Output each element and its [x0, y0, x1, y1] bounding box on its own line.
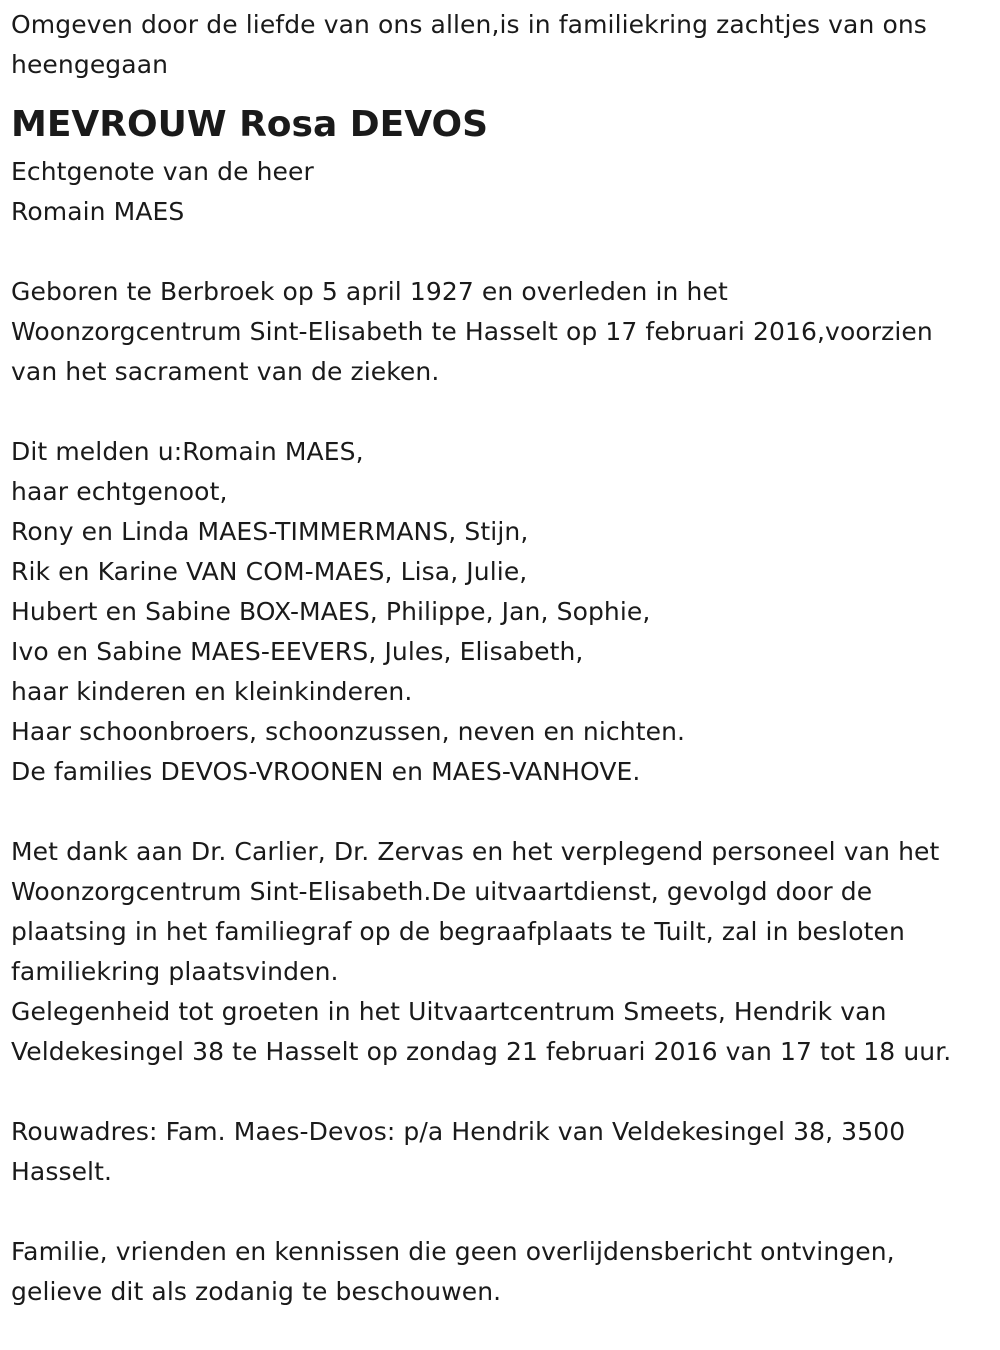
birth-death-line: Geboren te Berbroek op 5 april 1927 en overleden in het: [11, 277, 728, 306]
spouse-line: Echtgenote van de heer: [11, 157, 314, 186]
paragraph-spacer: [11, 1192, 991, 1232]
service-line: Veldekesingel 38 te Hasselt op zondag 21 februari 2016 van 17 tot 18 uur.: [11, 1037, 952, 1066]
service-paragraph: [11, 832, 991, 1072]
family-line: De families DEVOS-VROONEN en MAES-VANHOVE.: [11, 757, 641, 786]
family-line: Rik en Karine VAN COM-MAES, Lisa, Julie,: [11, 557, 528, 586]
spouse-line: Romain MAES: [11, 197, 185, 226]
closing-paragraph: [11, 1232, 991, 1312]
family-line: Hubert en Sabine BOX-MAES, Philippe, Jan, Sophie,: [11, 597, 651, 626]
address-line: Hasselt.: [11, 1157, 113, 1186]
service-line: Woonzorgcentrum Sint-Elisabeth.De uitvaartdienst, gevolgd door de: [11, 877, 873, 906]
family-line: haar kinderen en kleinkinderen.: [11, 677, 413, 706]
family-line: Dit melden u:Romain MAES,: [11, 437, 364, 466]
family-line: Rony en Linda MAES-TIMMERMANS, Stijn,: [11, 517, 529, 546]
intro-paragraph: [11, 5, 991, 85]
service-line: Met dank aan Dr. Carlier, Dr. Zervas en het verplegend personeel van het: [11, 837, 940, 866]
birth-death-paragraph: [11, 272, 991, 392]
family-line: haar echtgenoot,: [11, 477, 228, 506]
paragraph-spacer: [11, 1072, 991, 1112]
service-line: Gelegenheid tot groeten in het Uitvaartcentrum Smeets, Hendrik van: [11, 997, 887, 1026]
family-line: Haar schoonbroers, schoonzussen, neven en nichten.: [11, 717, 686, 746]
service-line: plaatsing in het familiegraf op de begraafplaats te Tuilt, zal in besloten: [11, 917, 905, 946]
intro-line: Omgeven door de liefde van ons allen,is in familiekring zachtjes van ons: [11, 10, 927, 39]
deceased-name: MEVROUW Rosa DEVOS: [11, 104, 489, 145]
obituary-notice: [11, 5, 991, 1312]
family-paragraph: [11, 432, 991, 792]
address-line: Rouwadres: Fam. Maes-Devos: p/a Hendrik van Veldekesingel 38, 3500: [11, 1117, 906, 1146]
intro-line: heengegaan: [11, 50, 169, 79]
paragraph-spacer: [11, 792, 991, 832]
closing-line: gelieve dit als zodanig te beschouwen.: [11, 1277, 502, 1306]
address-paragraph: [11, 1112, 991, 1192]
family-line: Ivo en Sabine MAES-EEVERS, Jules, Elisabeth,: [11, 637, 584, 666]
birth-death-line: Woonzorgcentrum Sint-Elisabeth te Hasselt op 17 februari 2016,voorzien: [11, 317, 933, 346]
paragraph-spacer: [11, 232, 991, 272]
paragraph-spacer: [11, 392, 991, 432]
service-line: familiekring plaatsvinden.: [11, 957, 339, 986]
spouse-paragraph: [11, 152, 991, 232]
birth-death-line: van het sacrament van de zieken.: [11, 357, 440, 386]
closing-line: Familie, vrienden en kennissen die geen overlijdensbericht ontvingen,: [11, 1237, 895, 1266]
